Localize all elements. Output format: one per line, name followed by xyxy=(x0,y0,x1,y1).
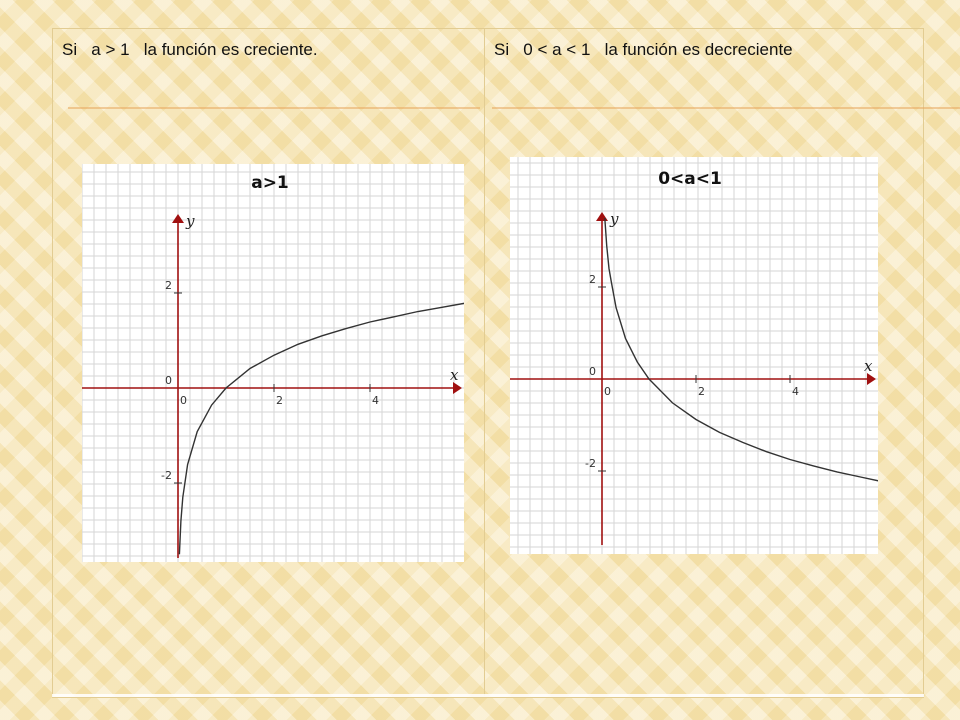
chart-title: 0<a<1 xyxy=(658,169,722,189)
graph-increasing xyxy=(82,164,464,562)
x-tick-label: 0 xyxy=(604,385,611,398)
y-axis-arrow xyxy=(172,214,184,223)
y-tick-label: 2 xyxy=(589,273,596,286)
x-tick-label: 2 xyxy=(698,385,705,398)
y-tick-label: -2 xyxy=(161,469,172,482)
header-row-line-right xyxy=(492,107,960,109)
x-tick-label: 4 xyxy=(372,394,379,407)
y-axis-arrow xyxy=(596,212,608,221)
header-row-line-left xyxy=(68,107,480,109)
bottom-line xyxy=(52,694,924,697)
x-axis-label: x xyxy=(450,366,459,384)
x-axis-label: x xyxy=(864,357,873,375)
x-tick-label: 0 xyxy=(180,394,187,407)
column-divider xyxy=(484,28,485,696)
y-tick-label: 0 xyxy=(165,374,172,387)
y-tick-label: -2 xyxy=(585,457,596,470)
x-tick-label: 4 xyxy=(792,385,799,398)
series-line xyxy=(605,218,878,482)
y-tick-label: 2 xyxy=(165,279,172,292)
x-tick-label: 2 xyxy=(276,394,283,407)
chart-increasing xyxy=(82,164,464,562)
right-header-text: Si 0 < a < 1 la función es decreciente xyxy=(494,40,793,59)
y-axis-label: y xyxy=(610,210,619,228)
left-header-text: Si a > 1 la función es creciente. xyxy=(62,40,318,59)
y-tick-label: 0 xyxy=(589,365,596,378)
chart-title: a>1 xyxy=(251,173,289,193)
chart-decreasing xyxy=(510,157,878,554)
graph-decreasing xyxy=(510,157,878,554)
y-axis-label: y xyxy=(186,212,195,230)
